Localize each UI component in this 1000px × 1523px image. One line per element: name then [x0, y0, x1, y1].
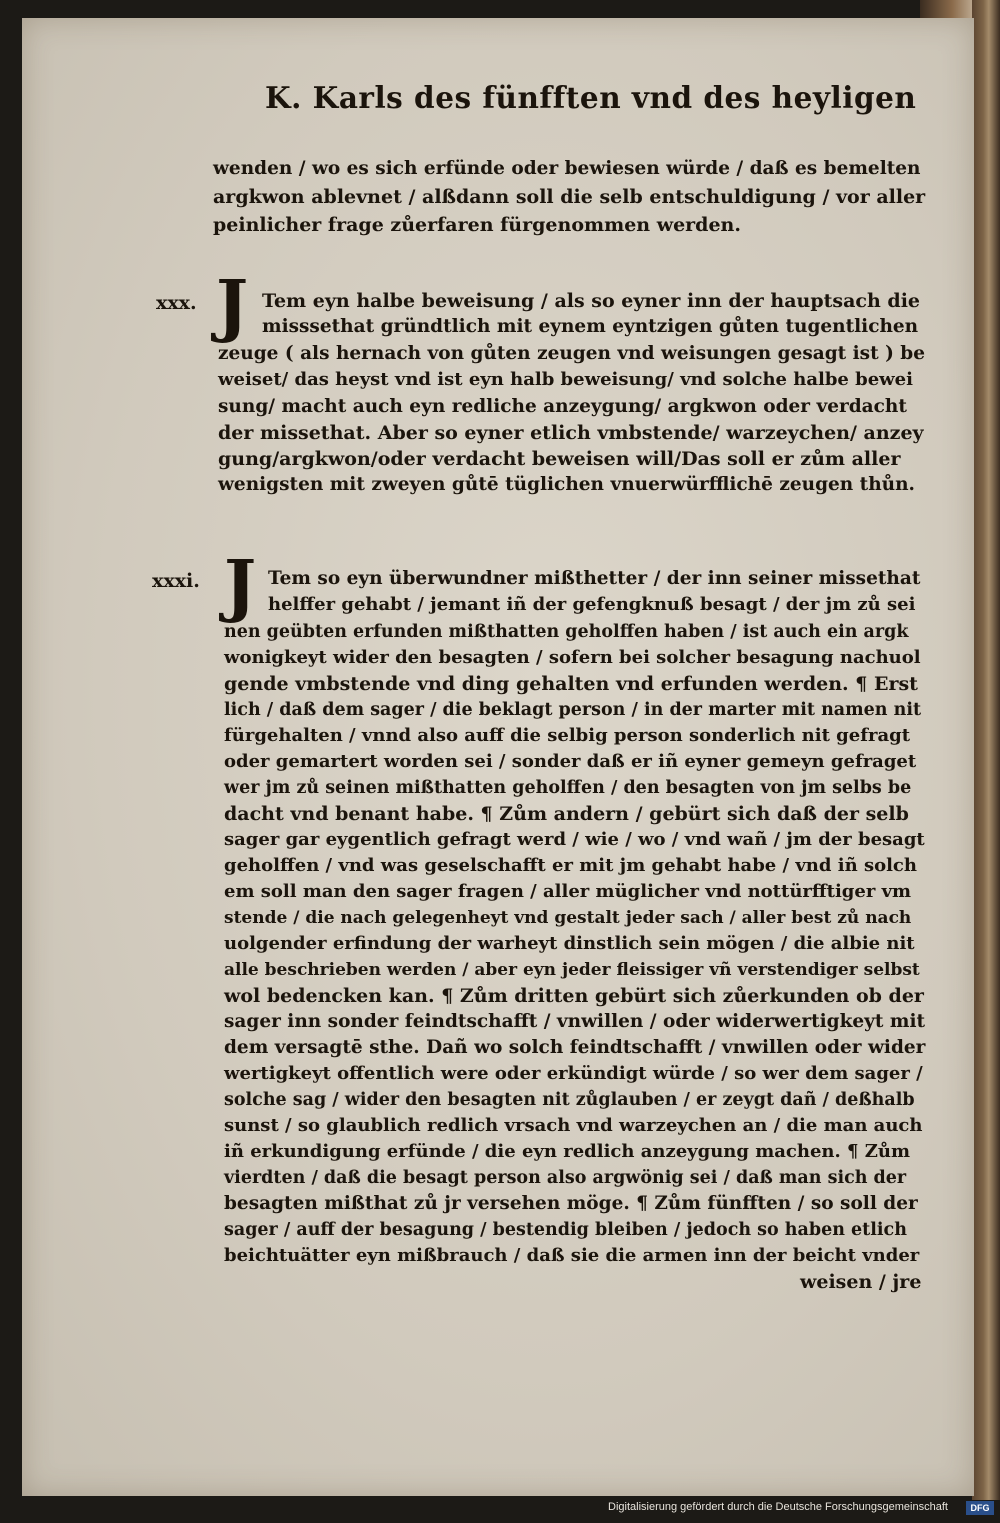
text-line: oder gemartert worden sei / sonder daß er iñ eyner gemeyn gefraget — [224, 751, 917, 772]
text-line: der missethat. Aber so eyner etlich vmbstende/ warzeychen/ anzey — [218, 422, 924, 444]
text-line: misssethat gründtlich mit eynem eyntzigen gůten tugentlichen — [262, 316, 919, 337]
text-line: em soll man den sager fragen / aller müglicher vnd nottürfftiger vm — [224, 881, 912, 902]
text-line: wer jm zů seinen mißthatten geholffen / den besagten von jm selbs be — [224, 778, 912, 798]
text-line: gung/argkwon/oder verdacht beweisen will/Das soll er zům aller — [218, 448, 901, 470]
text-line: wenden / wo es sich erfünde oder bewiesen würde / daß es bemelten — [213, 158, 921, 179]
catchword: weisen / jre — [800, 1271, 922, 1293]
text-line: nen geübten erfunden mißthatten geholffen haben / ist auch ein argk — [224, 622, 909, 642]
text-line: besagten mißthat zů jr versehen möge. ¶ Zům fünfften / so soll der — [224, 1193, 918, 1214]
margin-number-xxx: xxx. — [156, 292, 197, 314]
margin-number-xxxi: xxxi. — [152, 570, 200, 592]
text-line: wol bedencken kan. ¶ Zům dritten gebürt sich zůerkunden ob der — [224, 985, 924, 1007]
text-line: peinlicher frage zůerfaren fürgenommen werden. — [213, 214, 741, 236]
text-line: alle beschrieben werden / aber eyn jeder fleissiger vñ verstendiger selbst — [224, 960, 920, 980]
running-header: K. Karls des fünfften vnd des heyligen — [265, 80, 917, 115]
text-line: iñ erkundigung erfünde / die eyn redlich anzeygung machen. ¶ Zům — [224, 1141, 911, 1162]
text-line: helffer gehabt / jemant iñ der gefengknuß besagt / der jm zů sei — [268, 594, 916, 615]
text-line: wenigsten mit zweyen gůtē tüglichen vnuerwürfflichē zeugen thůn. — [218, 474, 916, 495]
text-line: zeuge ( als hernach von gůten zeugen vnd weisungen gesagt ist ) be — [218, 343, 925, 364]
text-line: geholffen / vnd was geselschafft er mit jm gehabt habe / vnd iñ solch — [224, 855, 917, 876]
text-line: wertigkeyt offentlich were oder erkündigt würde / so wer dem sager / — [224, 1063, 923, 1084]
text-line: sager gar eygentlich gefragt werd / wie / wo / vnd wañ / jm der besagt — [224, 829, 925, 850]
text-line: argkwon ablevnet / alßdann soll die selb entschuldigung / vor aller — [213, 186, 926, 208]
initial-letter: J — [216, 266, 249, 346]
text-line: beichtuätter eyn mißbrauch / daß sie die armen inn der beicht vnder — [224, 1245, 920, 1266]
text-line: stende / die nach gelegenheyt vnd gestalt jeder sach / aller best zů nach — [224, 908, 912, 928]
text-line: uolgender erfindung der warheyt dinstlich sein mögen / die albie nit — [224, 933, 915, 954]
text-line: wonigkeyt wider den besagten / sofern bei solcher besagung nachuol — [224, 647, 921, 668]
text-line: lich / daß dem sager / die beklagt person / in der marter mit namen nit — [224, 700, 922, 720]
text-line: weiset/ das heyst vnd ist eyn halb beweisung/ vnd solche halbe bewei — [218, 369, 913, 390]
text-line: dacht vnd benant habe. ¶ Zům andern / gebürt sich daß der selb — [224, 803, 909, 825]
text-line: vierdten / daß die besagt person also argwönig sei / daß man sich der — [224, 1168, 907, 1188]
text-line: Tem so eyn überwundner mißthetter / der inn seiner missethat — [268, 568, 921, 589]
text-line: sunst / so glaublich redlich vrsach vnd warzeychen an / die man auch — [224, 1115, 923, 1136]
text-line: sager inn sonder feindtschafft / vnwillen / oder widerwertigkeyt mit — [224, 1011, 926, 1032]
text-line: dem versagtē sthe. Dañ wo solch feindtschafft / vnwillen oder wider — [224, 1037, 926, 1058]
text-line: sager / auff der besagung / bestendig bleiben / jedoch so haben etlich — [224, 1220, 907, 1240]
dfg-logo: DFG — [966, 1501, 994, 1515]
text-line: fürgehalten / vnnd also auff die selbig person sonderlich nit gefragt — [224, 725, 911, 746]
text-line: sung/ macht auch eyn redliche anzeygung/ argkwon oder verdacht — [218, 396, 907, 417]
text-line: solche sag / wider den besagten nit zůglauben / er zeygt dañ / deßhalb — [224, 1090, 915, 1110]
text-line: Tem eyn halbe beweisung / als so eyner inn der hauptsach die — [262, 290, 921, 312]
digitization-credit: Digitalisierung gefördert durch die Deutsche Forschungsgemeinschaft — [608, 1501, 948, 1513]
initial-letter: J — [224, 546, 257, 626]
text-line: gende vmbstende vnd ding gehalten vnd erfunden werden. ¶ Erst — [224, 673, 918, 695]
